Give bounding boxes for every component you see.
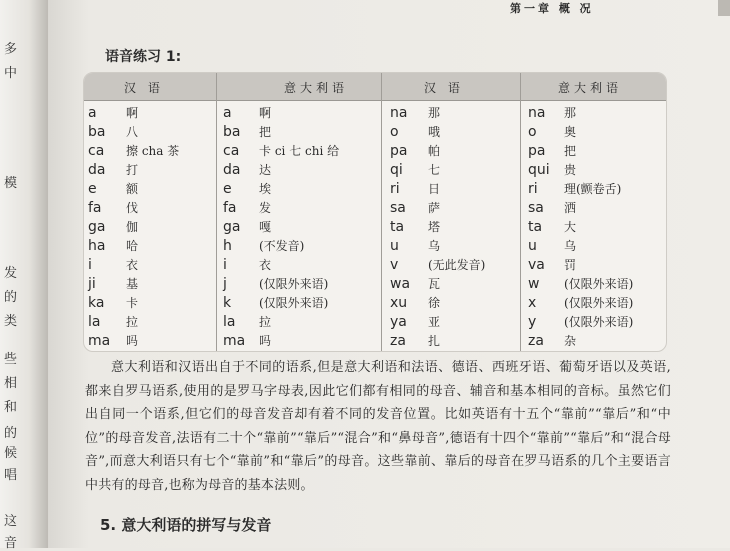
chinese-equivalent: 打 [126, 163, 139, 177]
italian-syllable: ca [88, 143, 105, 159]
table-row [390, 199, 485, 218]
italian-syllable: o [528, 124, 537, 140]
italian-syllable: sa [390, 200, 406, 216]
italian-syllable: ba [223, 124, 241, 140]
chinese-equivalent: 大 [564, 220, 577, 234]
pronunciation-table [83, 72, 667, 352]
table-row [88, 218, 179, 237]
body-paragraph [85, 356, 671, 497]
italian-syllable: fa [88, 200, 102, 216]
facing-page-fragment: 多 [4, 42, 18, 57]
table-row [88, 161, 179, 180]
table-row [88, 123, 179, 142]
italian-syllable: ba [88, 124, 106, 140]
italian-syllable: qui [528, 162, 550, 178]
italian-syllable: ka [88, 295, 105, 311]
table-row [390, 180, 485, 199]
facing-page-fragment: 和 [4, 400, 18, 415]
italian-syllable: va [528, 257, 545, 273]
chinese-equivalent: 那 [564, 106, 577, 120]
chinese-equivalent: 把 [259, 125, 272, 139]
chinese-equivalent: (仅限外来语) [564, 315, 634, 329]
italian-syllable: e [88, 181, 97, 197]
table-row [390, 142, 485, 161]
facing-page-fragment: 发 [4, 266, 18, 281]
italian-syllable: k [223, 295, 232, 311]
italian-syllable: ta [390, 219, 405, 235]
chinese-equivalent: 把 [564, 144, 577, 158]
table-column-chinese-1 [88, 104, 179, 351]
chinese-equivalent: 发 [259, 201, 272, 215]
table-row [528, 104, 633, 123]
italian-syllable: xu [390, 295, 408, 311]
chinese-equivalent: 伽 [126, 220, 139, 234]
italian-syllable: i [223, 257, 227, 273]
italian-syllable: fa [223, 200, 237, 216]
facing-page-fragment: 这 [4, 514, 18, 529]
italian-syllable: za [390, 333, 406, 349]
italian-syllable: da [88, 162, 106, 178]
italian-syllable: ga [88, 219, 106, 235]
italian-syllable: ya [390, 314, 407, 330]
table-row [223, 237, 339, 256]
chinese-equivalent: 乌 [428, 239, 441, 253]
table-row [223, 218, 339, 237]
table-row [223, 142, 339, 161]
column-divider [520, 73, 521, 351]
table-row [88, 332, 179, 351]
italian-syllable: ga [223, 219, 241, 235]
chinese-equivalent: 哈 [126, 239, 139, 253]
facing-page-fragment: 些 [4, 352, 18, 367]
italian-syllable: u [390, 238, 399, 254]
table-row [223, 199, 339, 218]
chinese-equivalent: (不发音) [259, 239, 305, 253]
facing-page-fragment: 候 [4, 446, 18, 461]
chinese-equivalent: 达 [259, 163, 272, 177]
chinese-equivalent: 罚 [564, 258, 577, 272]
paragraph-text: 意大利语和汉语出自于不同的语系,但是意大利语和法语、德语、西班牙语、葡萄牙语以及英语,都来自罗马语系,使用的是罗马字母表,因此它们都有相同的母音、辅音和基本相同的音标。虽然它们出自同一个语系,但它们的母音发音却有着不同的发音位置。比如英语有十五个“靠前”“靠后”和“中位”的母音发音,法语有二十个“靠前”“靠后”“混合”和“鼻母音”,德语有十四个“靠前”“靠后”和“混合母音”,而意大利语只有七个“靠前”和“靠后”的母音。这些靠前、靠后的母音在罗马语系的几个主要语言中共有的母音,也称为母音的基本法则。 [85, 360, 671, 493]
chinese-equivalent: 额 [126, 182, 139, 196]
italian-syllable: w [528, 276, 540, 292]
chinese-equivalent: 日 [428, 182, 441, 196]
column-divider [216, 73, 217, 351]
facing-page-fragment: 模 [4, 176, 18, 191]
italian-syllable: j [223, 276, 227, 292]
chinese-equivalent: 衣 [126, 258, 139, 272]
chinese-equivalent: 那 [428, 106, 441, 120]
italian-syllable: i [88, 257, 92, 273]
chinese-equivalent: 伐 [126, 201, 139, 215]
facing-page-fragment: 类 [4, 314, 18, 329]
table-column-italian-1 [223, 104, 339, 351]
italian-syllable: wa [390, 276, 411, 292]
table-row [390, 256, 485, 275]
italian-syllable: ji [88, 276, 96, 292]
italian-syllable: e [223, 181, 232, 197]
italian-syllable: ma [88, 333, 111, 349]
chinese-equivalent: 哦 [428, 125, 441, 139]
chinese-equivalent: 七 [428, 163, 441, 177]
table-row [528, 237, 633, 256]
chinese-equivalent: 扎 [428, 334, 441, 348]
chinese-equivalent: 奥 [564, 125, 577, 139]
italian-syllable: pa [528, 143, 546, 159]
italian-syllable: za [528, 333, 544, 349]
chinese-equivalent: 萨 [428, 201, 441, 215]
chinese-equivalent: (仅限外来语) [564, 296, 634, 310]
table-column-chinese-2 [390, 104, 485, 351]
italian-syllable: ri [528, 181, 538, 197]
table-row [390, 161, 485, 180]
chinese-equivalent: (无此发音) [428, 258, 486, 272]
chinese-equivalent: 塔 [428, 220, 441, 234]
table-row [528, 275, 633, 294]
section-title: 语音练习 1: [105, 49, 182, 65]
table-row [390, 123, 485, 142]
chinese-equivalent: 贵 [564, 163, 577, 177]
running-head: 第一章 概 况 [510, 2, 594, 15]
italian-syllable: sa [528, 200, 544, 216]
facing-page-fragment: 的 [4, 426, 18, 441]
italian-syllable: qi [390, 162, 403, 178]
table-row [528, 142, 633, 161]
chinese-equivalent: 吗 [126, 334, 139, 348]
chinese-equivalent: 拉 [126, 315, 139, 329]
table-row [528, 256, 633, 275]
table-column-italian-2 [528, 104, 633, 351]
table-row [528, 332, 633, 351]
facing-page-fragment: 中 [4, 66, 18, 81]
chinese-equivalent: 拉 [259, 315, 272, 329]
table-row [88, 237, 179, 256]
chinese-equivalent: 啊 [259, 106, 272, 120]
chinese-equivalent: 理(颤卷舌) [564, 182, 622, 196]
page-edge-tab [718, 0, 730, 16]
table-row [223, 256, 339, 275]
table-row [88, 142, 179, 161]
chinese-equivalent: (仅限外来语) [259, 296, 329, 310]
italian-syllable: da [223, 162, 241, 178]
facing-page-fragment: 相 [4, 376, 18, 391]
chinese-equivalent: 埃 [259, 182, 272, 196]
table-row [223, 294, 339, 313]
chinese-equivalent: (仅限外来语) [564, 277, 634, 291]
italian-syllable: na [390, 105, 408, 121]
next-section-heading: 5. 意大利语的拼写与发音 [100, 516, 272, 534]
table-row [88, 180, 179, 199]
header-chinese-1: 汉 语 [124, 81, 164, 95]
table-row [88, 199, 179, 218]
table-row [223, 180, 339, 199]
italian-syllable: ri [390, 181, 400, 197]
italian-syllable: h [223, 238, 232, 254]
table-row [223, 123, 339, 142]
chinese-equivalent: 啊 [126, 106, 139, 120]
table-row [390, 294, 485, 313]
chinese-equivalent: 亚 [428, 315, 441, 329]
table-row [390, 275, 485, 294]
chinese-equivalent: 擦 cha 茶 [126, 144, 180, 158]
chinese-equivalent: 基 [126, 277, 139, 291]
chinese-equivalent: 洒 [564, 201, 577, 215]
facing-page-fragment: 的 [4, 290, 18, 305]
italian-syllable: o [390, 124, 399, 140]
chinese-equivalent: 卡 ci 七 chi 给 [259, 144, 340, 158]
table-row [390, 313, 485, 332]
italian-syllable: la [88, 314, 101, 330]
table-row [528, 294, 633, 313]
header-italian-2: 意大利语 [558, 81, 623, 95]
chinese-equivalent: 吗 [259, 334, 272, 348]
italian-syllable: pa [390, 143, 408, 159]
chinese-equivalent: 八 [126, 125, 139, 139]
table-row [88, 313, 179, 332]
table-row [223, 161, 339, 180]
italian-syllable: u [528, 238, 537, 254]
italian-syllable: ma [223, 333, 246, 349]
table-row [223, 332, 339, 351]
chinese-equivalent: 瓦 [428, 277, 441, 291]
italian-syllable: x [528, 295, 537, 311]
chinese-equivalent: (仅限外来语) [259, 277, 329, 291]
column-divider [381, 73, 382, 351]
table-row [390, 218, 485, 237]
table-row [528, 199, 633, 218]
book-gutter [0, 0, 48, 551]
table-row [390, 104, 485, 123]
table-row [223, 104, 339, 123]
table-row [528, 180, 633, 199]
chinese-equivalent: 衣 [259, 258, 272, 272]
table-row [390, 332, 485, 351]
table-header [84, 73, 666, 101]
header-italian-1: 意大利语 [284, 81, 349, 95]
italian-syllable: na [528, 105, 546, 121]
italian-syllable: y [528, 314, 537, 330]
table-row [88, 256, 179, 275]
table-row [528, 313, 633, 332]
table-row [528, 161, 633, 180]
facing-page-fragment: 音 [4, 536, 18, 551]
table-row [88, 104, 179, 123]
italian-syllable: ta [528, 219, 543, 235]
chinese-equivalent: 乌 [564, 239, 577, 253]
facing-page-fragment: 唱 [4, 468, 18, 483]
italian-syllable: la [223, 314, 236, 330]
table-row [88, 294, 179, 313]
italian-syllable: ha [88, 238, 106, 254]
italian-syllable: ca [223, 143, 240, 159]
table-row [390, 237, 485, 256]
italian-syllable: a [223, 105, 232, 121]
chinese-equivalent: 帕 [428, 144, 441, 158]
table-row [528, 218, 633, 237]
table-row [528, 123, 633, 142]
chinese-equivalent: 卡 [126, 296, 139, 310]
table-row [88, 275, 179, 294]
chinese-equivalent: 嘎 [259, 220, 272, 234]
chinese-equivalent: 徐 [428, 296, 441, 310]
table-row [223, 313, 339, 332]
header-chinese-2: 汉 语 [424, 81, 464, 95]
italian-syllable: v [390, 257, 399, 273]
table-row [223, 275, 339, 294]
chinese-equivalent: 杂 [564, 334, 577, 348]
italian-syllable: a [88, 105, 97, 121]
